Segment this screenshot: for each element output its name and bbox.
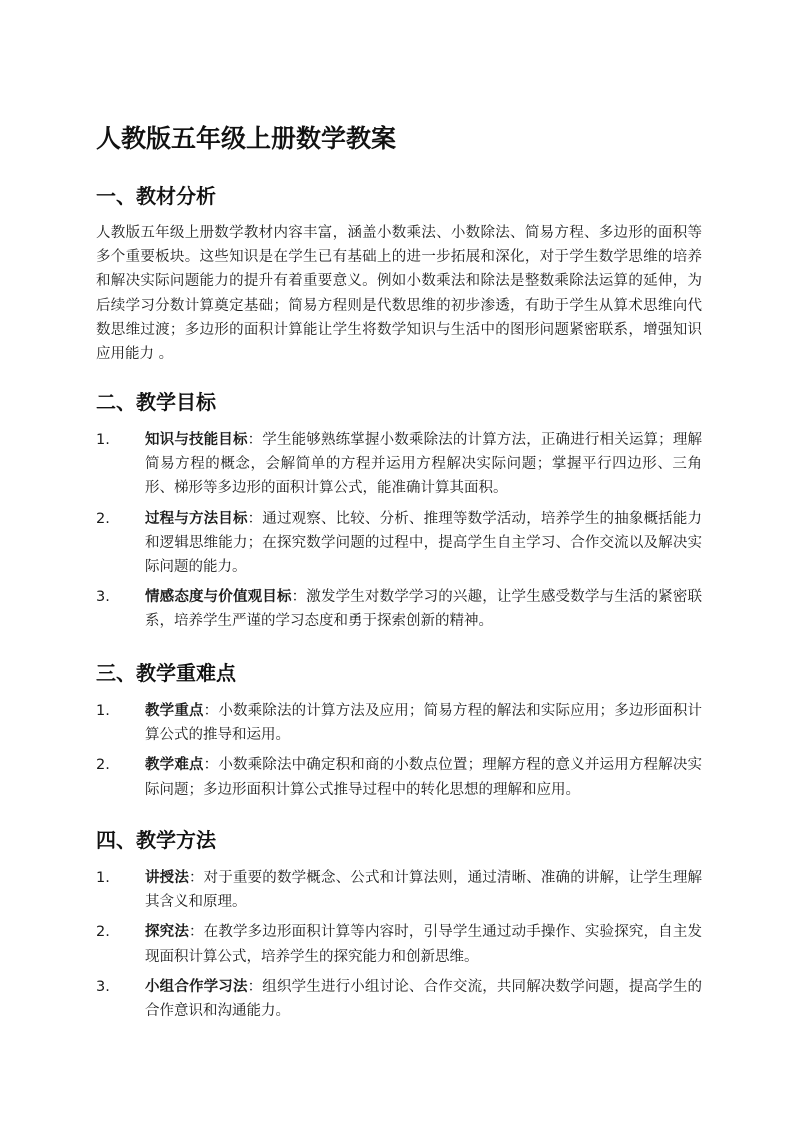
section-heading-teaching-objectives: 二、教学目标	[96, 390, 216, 414]
list-item-text: ：激发学生对数学学习的兴趣，让学生感受数学与生活的紧密联系，培养学生严谨的学习态度和勇于探索创新的精神。	[145, 589, 703, 630]
list-item-text: ：在教学多边形面积计算等内容时，引导学生通过动手操作、实验探究，自主发现面积计算公式，培养学生的探究能力和创新思维。	[145, 924, 703, 965]
list-item-number: 2.	[96, 757, 110, 774]
list-item-text: ：小数乘除法的计算方法及应用；简易方程的解法和实际应用；多边形面积计算公式的推导和运用。	[145, 703, 703, 744]
list-item-number: 1.	[96, 703, 110, 719]
objectives-list	[96, 428, 702, 634]
list-item-number: 1.	[96, 432, 110, 448]
list-item	[96, 753, 702, 801]
list-item	[96, 866, 702, 914]
methods-list	[96, 866, 702, 1023]
list-item-text: ：对于重要的数学概念、公式和计算法则，通过清晰、准确的讲解，让学生理解其含义和原理。	[145, 870, 703, 911]
list-item-number: 1.	[96, 870, 110, 886]
list-item	[96, 920, 702, 968]
document-title: 人教版五年级上册数学教案	[96, 124, 397, 153]
list-item-text: ：组织学生进行小组讨论、合作交流，共同解决数学问题，提高学生的合作意识和沟通能力。	[145, 978, 703, 1020]
list-item-term: 过程与方法目标	[145, 510, 248, 527]
section-heading-teaching-methods: 四、教学方法	[96, 828, 216, 852]
list-item-term: 教学重点	[145, 703, 204, 719]
key-points-list	[96, 699, 702, 802]
section-heading-material-analysis: 一、教材分析	[96, 184, 216, 208]
list-item	[96, 699, 702, 747]
section-paragraph: 人教版五年级上册数学教材内容丰富，涵盖小数乘法、小数除法、简易方程、多边形的面积等多个重要板块。这些知识是在学生已有基础上的进一步拓展和深化，对于学生数学思维的培养和解决实际问题能力的提升有着重要意义。例如小数乘法和除法是整数乘除法运算的延伸，为后续学习分数计算奠定基础；简易方程则是代数思维的初步渗透，有助于学生从算术思维向代数思维过渡；多边形的面积计算能让学生将数学知识与生活中的图形问题紧密联系，增强知识应用能力 。	[96, 225, 702, 363]
list-item-number: 3.	[96, 978, 110, 995]
list-item	[96, 975, 702, 1023]
list-item-term: 知识与技能目标	[145, 432, 248, 448]
list-item-number: 2.	[96, 510, 110, 527]
list-item	[96, 507, 702, 580]
list-item-term: 教学难点	[145, 757, 204, 774]
list-item-text: ：学生能够熟练掌握小数乘除法的计算方法，正确进行相关运算；理解简易方程的概念，会解简单的方程并运用方程解决实际问题；掌握平行四边形、三角形、梯形等多边形的面积计算公式，能准确计算其面积。	[145, 432, 703, 497]
list-item-term: 情感态度与价值观目标	[145, 589, 292, 606]
list-item-term: 小组合作学习法	[145, 978, 248, 995]
list-item-term: 讲授法	[145, 870, 189, 886]
list-item-text: ：小数乘除法中确定积和商的小数点位置；理解方程的意义并运用方程解决实际问题；多边形面积计算公式推导过程中的转化思想的理解和应用。	[145, 757, 703, 798]
list-item-number: 3.	[96, 589, 110, 606]
list-item-number: 2.	[96, 924, 110, 941]
list-item	[96, 428, 702, 501]
list-item	[96, 585, 702, 633]
list-item-term: 探究法	[145, 924, 189, 941]
section-heading-key-difficult-points: 三、教学重难点	[96, 661, 236, 685]
list-item-text: ：通过观察、比较、分析、推理等数学活动，培养学生的抽象概括能力和逻辑思维能力；在探究数学问题的过程中，提高学生自主学习、合作交流以及解决实际问题的能力。	[145, 510, 703, 576]
